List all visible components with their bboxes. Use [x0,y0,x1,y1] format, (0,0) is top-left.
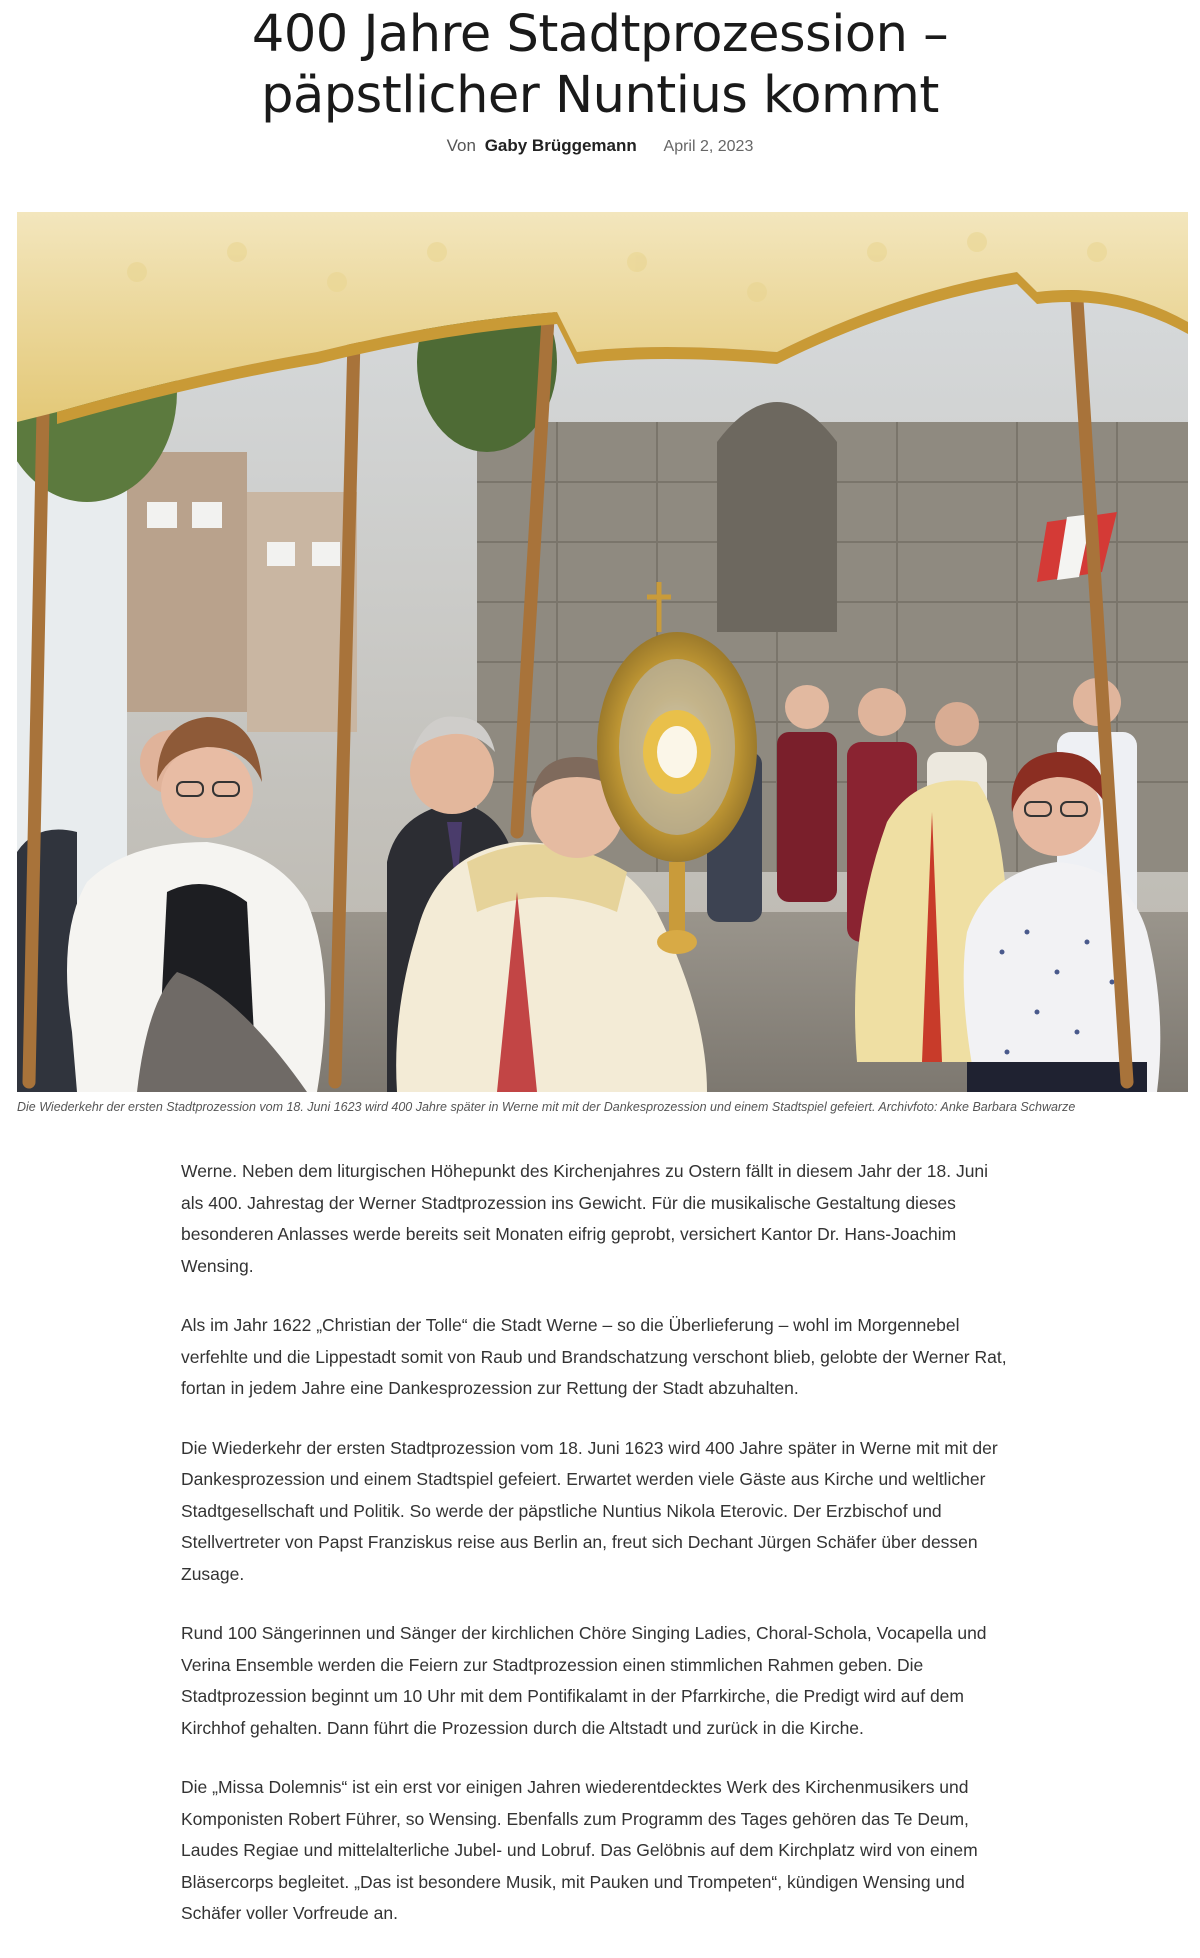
article-title [0,4,1200,126]
title-line-1: 400 Jahre Stadtprozession – [251,5,949,64]
photo-caption: Die Wiederkehr der ersten Stadtprozession vom 18. Juni 1623 wird 400 Jahre später in Werne mit mit der Dankesprozession und einem Stadtspiel gefeiert. Archivfoto: Anke Barbara Schwarze [17,1100,1076,1114]
paragraph-3: Die Wiederkehr der ersten Stadtprozession vom 18. Juni 1623 wird 400 Jahre später in Werne mit mit der Dankesprozession und einem Stadtspiel gefeiert. Erwartet werden viele Gäste aus Kirche und weltlicher Stadtgesellschaft und Politik. So werde der päpstliche Nuntius Nikola Eterovic. Der Erzbischof und Stellvertreter von Papst Franziskus reise aus Berlin an, freut sich Dechant Jürgen Schäfer über dessen Zusage. [181,1437,998,1584]
byline-prefix: Von [446,136,476,155]
article-photo [17,212,1188,1092]
paragraph-4: Rund 100 Sängerinnen und Sänger der kirchlichen Chöre Singing Ladies, Choral-Schola, Vocapella und Verina Ensemble werden die Feiern zur Stadtprozession einen stimmlichen Rahmen geben. Die Stadtprozession beginnt um 10 Uhr mit dem Pontifikalamt in der Pfarrkirche, die Predigt wird auf dem Kirchhof gehalten. Dann führt die Prozession durch die Altstadt und zurück in die Kirche. [181,1623,987,1738]
publish-date: April 2, 2023 [663,138,754,155]
title-line-2: päpstlicher Nuntius kommt [261,66,939,125]
paragraph-1: Werne. Neben dem liturgischen Höhepunkt des Kirchenjahres zu Ostern fällt in diesem Jahr der 18. Juni als 400. Jahrestag der Werner Stadtprozession ins Gewicht. Für die musikalische Gestaltung dieses besonderen Anlasses werde bereits seit Monaten eifrig geprobt, versichert Kantor Dr. Hans-Joachim Wensing. [181,1161,989,1276]
article-body [181,1156,1011,1958]
paragraph-5: Die „Missa Dolemnis“ ist ein erst vor einigen Jahren wiederentdecktes Werk des Kirchenmusikers und Komponisten Robert Führer, so Wensing. Ebenfalls zum Programm des Tages gehören das Te Deum, Laudes Regiae und mittelalterliche Jubel- und Lobruf. Das Gelöbnis auf dem Kirchplatz wird von einem Bläsercorps begleitet. „Das ist besondere Musik, mit Pauken und Trompeten“, kündigen Wensing und Schäfer voller Vorfreude an. [181,1777,978,1923]
paragraph-2: Als im Jahr 1622 „Christian der Tolle“ die Stadt Werne – so die Überlieferung – wohl im Morgennebel verfehlte und die Lippestadt somit von Raub und Brandschatzung verschont blieb, gelobte der Werner Rat, fortan in jedem Jahre eine Dankesprozession zur Rettung der Stadt abzuhalten. [181,1315,1007,1398]
procession-photo [17,212,1188,1092]
author-link[interactable]: Gaby Brüggemann [484,136,637,155]
article-header [0,0,1200,160]
byline [0,136,1200,160]
